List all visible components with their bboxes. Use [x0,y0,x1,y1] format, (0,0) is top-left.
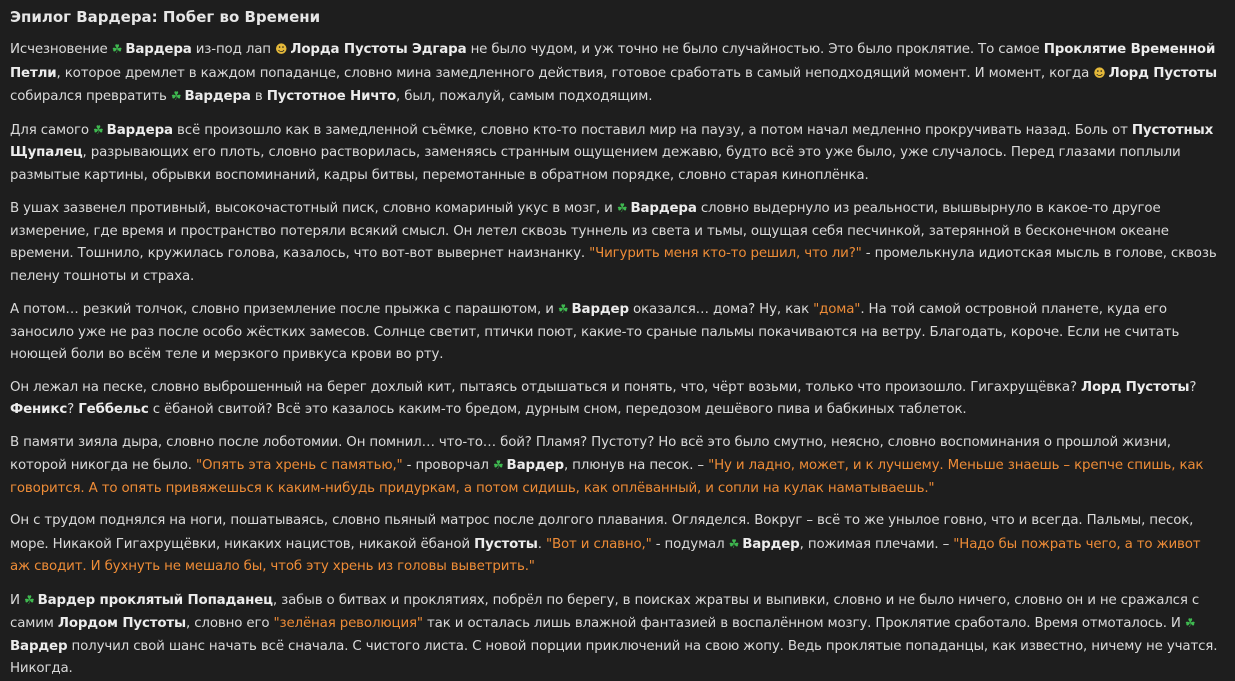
bold-name: Проклятие Временной Петли [10,42,1216,81]
body-text: , пожимая плечами. – [799,536,954,552]
story-paragraph [10,432,1223,501]
bold-name: Вардер [742,536,800,552]
quote-text: "Ну и ладно, может, и к лучшему. Меньше знаешь – крепче спишь, как говорится. А то опять привяжешься к каким-нибудь придуркам, а потом сидишь, как оплёванный, и сопли на кулак наматываешь." [10,458,1204,496]
body-text: В ушах зазвенел противный, высокочастотный писк, словно комариный укус в мозг, и [10,201,617,216]
bold-name: Лорда Пустоты Эдгара [290,42,467,57]
body-text: так и осталась лишь влажной фантазией в воспалённом мозгу. Проклятие сработало. Время отмоталось. И [422,616,1185,631]
bold-name: Феникс [10,402,68,417]
bold-name: Вардера [106,122,173,138]
body-text: Он лежал на песке, словно выброшенный на берег дохлый кит, пытаясь отдышаться и понять, что, чёрт возьми, только что произошло. Гигахрущёвка? [10,379,1082,395]
story-paragraph [10,197,1223,288]
quote-text: "Опять эта хрень с памятью," [196,458,403,473]
body-text: В памяти зияла дыра, словно после лоботомии. Он помнил… что-то… бой? Пламя? Пустоту? Но всё это было смутно, неясно, словно воспоминания о прошлой жизни, которой никогда не было. [10,434,1171,473]
bold-name: Вардер [10,638,68,654]
bold-name: Вардер [506,458,564,473]
story-paragraph [10,298,1223,367]
clover-icon: ☘ [728,536,740,551]
bold-name: Вардера [125,42,192,57]
body-text: в [250,89,267,104]
body-text: . [537,536,546,552]
clover-icon: ☘ [492,458,504,472]
quote-text: "Чигурить меня кто-то решил, что ли?" [589,246,862,261]
clover-icon: ☘ [23,592,35,607]
body-text: - промелькнула идиотская мысль в голове, сквозь пелену тошноты и страха. [10,246,1217,284]
body-text: Он с трудом поднялся на ноги, пошатываясь, словно пьяный матрос после долгого плавания. Огляделся. Вокруг – всё то же унылое говно, что и всегда. Пальмы, песок, море. Никакой Гигахрущёвки, никаких нацистов, никакой ёбаной [10,513,1194,552]
quote-text: "дома" [813,302,861,317]
body-text: ? [67,402,79,417]
body-text: . На той самой островной планете, куда его заносило уже не раз после особо жёстких замесов. Солнце светит, птички поют, какие-то сраные пальмы покачиваются на ветру. Благодать, короче. Если не считать ноющей боли во всём теле и мерзкого привкуса крови во рту. [10,302,1180,362]
quote-text: "зелёная революция" [273,616,423,631]
body-text: , плюнув на песок. – [563,458,709,473]
story-paragraph [10,377,1223,422]
body-text: , которое дремлет в каждом попаданце, словно мина замедленного действия, готовое сработать в самый неподходящий момент. И момент, когда [56,65,1094,81]
body-text: ? [1189,379,1197,395]
epilogue-title: Эпилог Вардера: Побег во Времени [10,8,321,26]
story-paragraph [10,589,1223,681]
story-body [10,38,1223,681]
body-text: , словно его [185,616,274,631]
bold-name: Лордом Пустоты [57,616,186,631]
body-text: не было чудом, и уж точно не было случайностью. Это было проклятие. То самое [466,42,1044,57]
bold-name: Вардер проклятый Попаданец [37,592,273,608]
quote-text: "Надо бы пожрать чего, а то живот аж сводит. И бухнуть не мешало бы, чтоб эту хрень из головы выветрить." [10,536,1201,574]
body-text: , разрывающих его плоть, словно растворилась, заменяясь странным ощущением дежавю, будто всё это уже было, уже случалось. Перед глазами поплыли размытые картины, обрывки воспоминаний, кадры битвы, перемотанные в обратном порядке, словно старая киноплёнка. [10,145,1181,183]
bold-name: Лорд Пустоты [1108,65,1217,81]
bold-name: Лорд Пустоты [1081,379,1190,395]
body-text: Исчезновение [10,42,112,57]
bold-name: Пустотное Ничто [266,89,397,104]
bold-name: Геббельс [78,402,149,417]
story-paragraph [10,119,1223,188]
body-text: всё произошло как в замедленной съёмке, словно кто-то поставил мир на паузу, а потом начал медленно прокручивать назад. Боль от [172,122,1132,138]
clover-icon: ☘ [170,89,182,103]
body-text: , забыв о битвах и проклятиях, побрёл по берегу, в поисках жратвы и выпивки, словно и не было ничего, словно он и не сражался с самим [10,592,1200,631]
smiley-face-icon: ☻ [275,42,288,56]
story-paragraph [10,38,1223,109]
story-paragraph [10,510,1223,579]
clover-icon: ☘ [111,42,123,56]
body-text: получил свой шанс начать всё сначала. С чистого листа. С новой порции приключений на свою жопу. Ведь проклятые попаданцы, как известно, ничему не учатся. Никогда. [10,638,1218,676]
body-text: Для самого [10,122,94,138]
clover-icon: ☘ [93,122,104,137]
clover-icon: ☘ [1184,616,1196,630]
body-text: - подумал [651,536,729,552]
body-text: А потом… резкий толчок, словно приземление после прыжка с парашютом, и [10,302,558,317]
bold-name: Вардер [571,302,629,317]
body-text: из-под лап [191,42,275,57]
bold-name: Вардера [630,201,697,216]
body-text: словно выдернуло из реальности, вышвырнуло в какое-то другое измерение, где время и пространство потеряли всякий смысл. Он летел сквозь туннель из света и тьмы, ощущая себя песчинкой, затерянной в бесконечном океане времени. Тошнило, кружилась голова, казалось, что вот-вот вывернет наизнанку. [10,201,1169,261]
body-text: собирался превратить [10,89,171,104]
bold-name: Пустотных Щупалец [10,122,1214,160]
smiley-face-icon: ☻ [1093,65,1106,80]
body-text: И [10,592,24,608]
body-text: с ёбаной свитой? Всё это казалось каким-то бредом, дурным сном, передозом дешёвого пива и бабкиных таблеток. [148,402,967,417]
body-text: - проворчал [402,458,493,473]
clover-icon: ☘ [557,302,569,316]
clover-icon: ☘ [616,201,628,215]
bold-name: Вардера [184,89,251,104]
quote-text: "Вот и славно," [545,536,652,552]
body-text: оказался… дома? Ну, как [628,302,814,317]
body-text: , был, пожалуй, самым подходящим. [396,89,653,104]
bold-name: Пустоты [474,536,538,552]
